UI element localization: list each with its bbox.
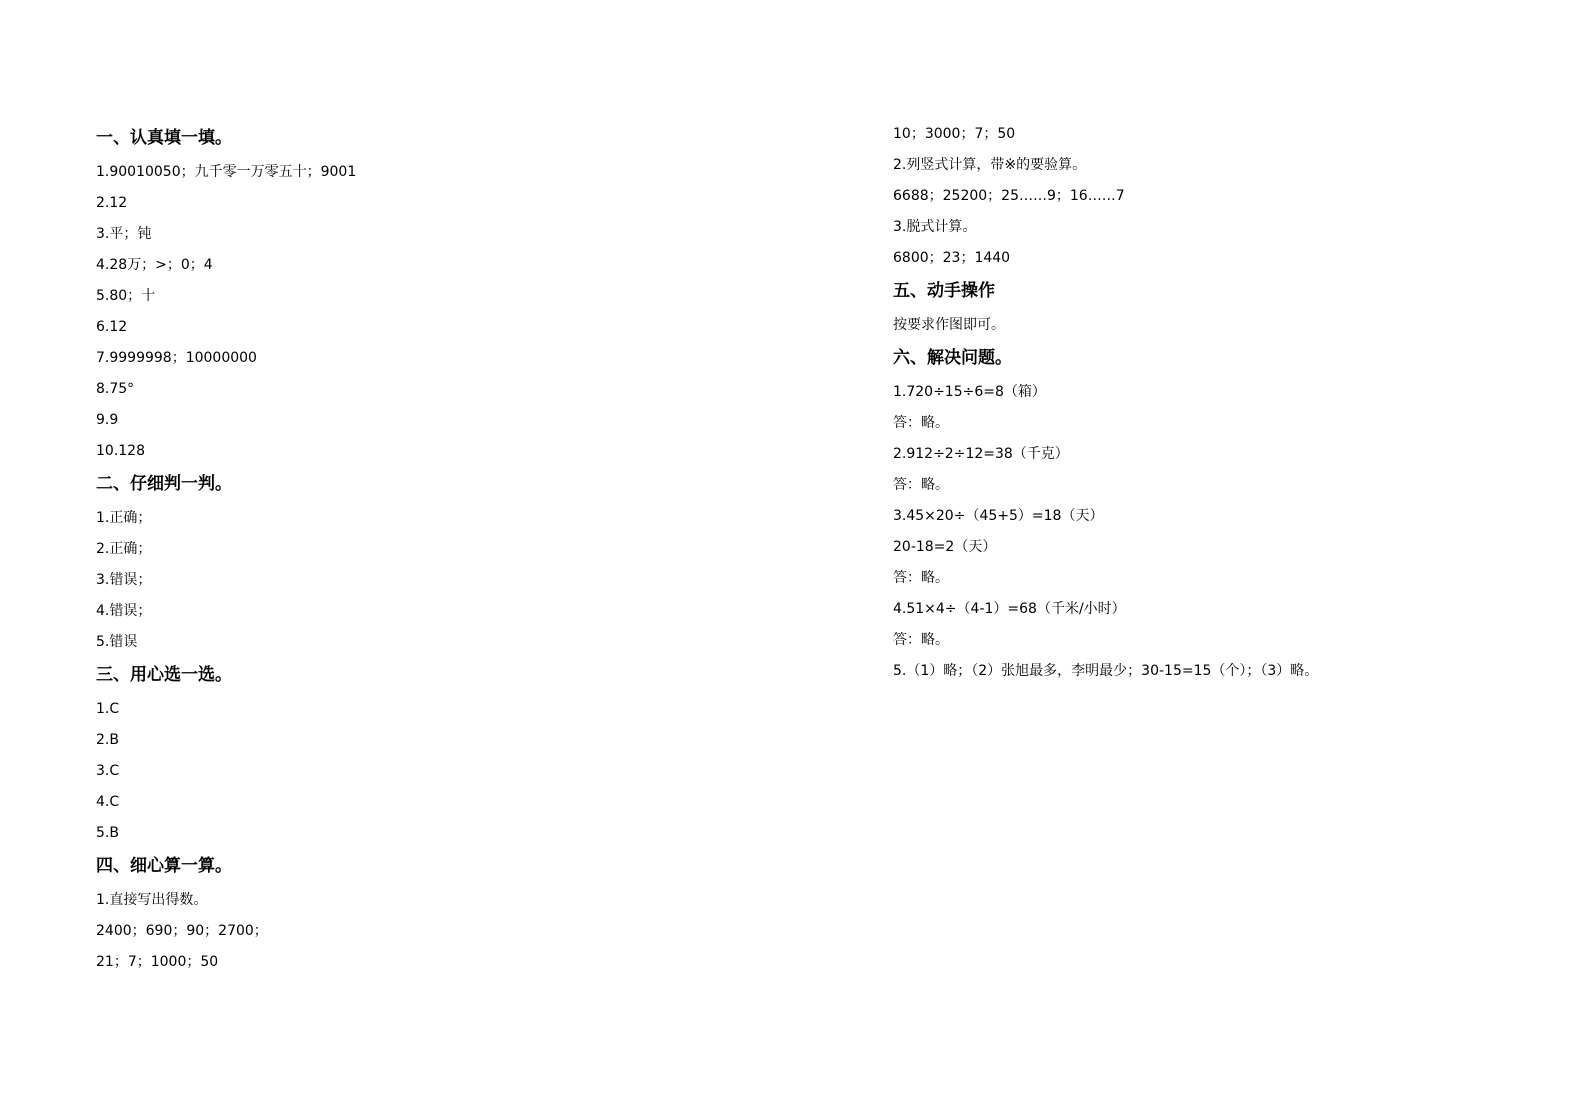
right-column — [893, 124, 1533, 692]
section-heading-judge: 二、仔细判一判。 — [96, 474, 232, 494]
answer-line: 4.错误； — [96, 603, 152, 619]
answer-line: 5.错误 — [96, 634, 138, 650]
answer-line: 7.9999998；10000000 — [96, 350, 257, 366]
answer-line: 8.75° — [96, 381, 135, 397]
left-column — [96, 126, 736, 983]
answer-line: 6688；25200；25……9；16……7 — [893, 188, 1125, 204]
section-judge-answers — [96, 508, 736, 652]
answer-line: 4.28万；>；0；4 — [96, 257, 213, 273]
answer-line: 2.12 — [96, 195, 128, 211]
section-heading-choose: 三、用心选一选。 — [96, 665, 232, 685]
answer-line: 3.脱式计算。 — [893, 219, 977, 235]
answer-line: 按要求作图即可。 — [893, 317, 1005, 333]
answer-line: 3.错误； — [96, 572, 152, 588]
answer-line: 2.B — [96, 732, 119, 748]
answer-line: 2.912÷2÷12=38（千克） — [893, 446, 1069, 462]
answer-line: 10；3000；7；50 — [893, 126, 1016, 142]
answer-line: 3.平；钝 — [96, 226, 152, 242]
answer-line: 9.9 — [96, 412, 119, 428]
answer-line: 1.C — [96, 701, 120, 717]
answer-line: 4.C — [96, 794, 120, 810]
answer-line: 答：略。 — [893, 415, 949, 431]
answer-line: 6800；23；1440 — [893, 250, 1011, 266]
answer-line: 答：略。 — [893, 570, 949, 586]
section-heading-fill-in: 一、认真填一填。 — [96, 128, 232, 148]
answer-line: 1.正确； — [96, 510, 152, 526]
answer-line: 1.720÷15÷6=8（箱） — [893, 384, 1046, 400]
section-choose-answers — [96, 699, 736, 843]
answer-line: 3.45×20÷（45+5）=18（天） — [893, 508, 1104, 524]
answer-line: 5.（1）略；（2）张旭最多，李明最少；30-15=15（个）；（3）略。 — [893, 663, 1319, 679]
section-heading-hands-on: 五、动手操作 — [893, 281, 995, 301]
answer-line: 答：略。 — [893, 632, 949, 648]
answer-line: 1.直接写出得数。 — [96, 892, 208, 908]
answer-line: 2.列竖式计算，带※的要验算。 — [893, 157, 1087, 173]
answer-line: 21；7；1000；50 — [96, 954, 219, 970]
section-calculate-continued-answers — [893, 124, 1533, 268]
answer-line: 5.80；十 — [96, 288, 156, 304]
answer-line: 1.90010050；九千零一万零五十；9001 — [96, 164, 357, 180]
answer-line: 6.12 — [96, 319, 128, 335]
answer-line: 2.正确； — [96, 541, 152, 557]
section-calculate-answers — [96, 890, 736, 972]
section-hands-on-answers — [893, 315, 1533, 335]
section-heading-calculate: 四、细心算一算。 — [96, 856, 232, 876]
answer-line: 4.51×4÷（4-1）=68（千米/小时） — [893, 601, 1126, 617]
section-solve-problems-answers — [893, 382, 1533, 681]
answer-line: 10.128 — [96, 443, 145, 459]
answer-line: 20-18=2（天） — [893, 539, 997, 555]
answer-line: 2400；690；90；2700； — [96, 923, 268, 939]
answer-line: 5.B — [96, 825, 119, 841]
section-heading-solve-problems: 六、解决问题。 — [893, 348, 1012, 368]
section-fill-in-answers — [96, 162, 736, 461]
answer-line: 3.C — [96, 763, 120, 779]
answer-line: 答：略。 — [893, 477, 949, 493]
